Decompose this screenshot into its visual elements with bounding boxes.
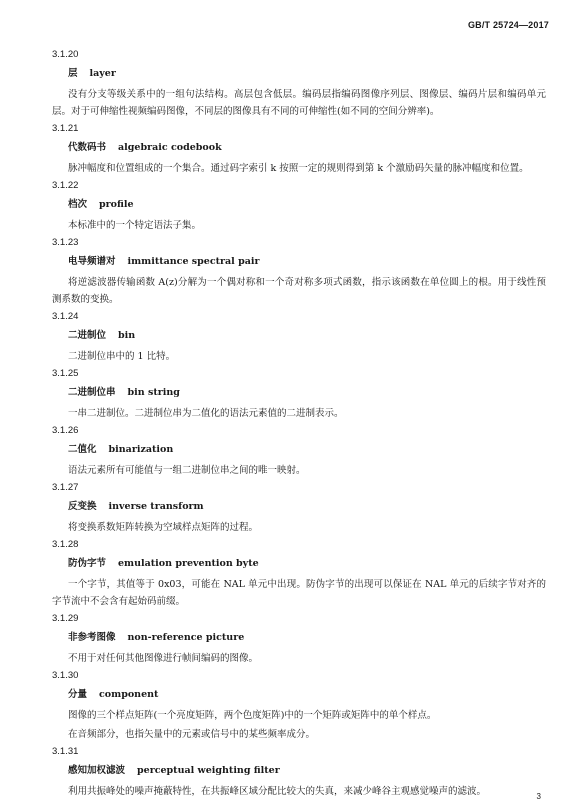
term-english: emulation prevention byte [118, 558, 259, 569]
term-heading [52, 67, 546, 86]
term-number: 3.1.21 [52, 123, 79, 134]
term-english: component [99, 689, 159, 700]
term-number: 3.1.22 [52, 180, 79, 191]
term-number: 3.1.30 [52, 670, 79, 681]
term-english: perceptual weighting filter [137, 765, 280, 776]
term-chinese: 二值化 [68, 444, 97, 455]
term-chinese: 反变换 [68, 501, 97, 512]
term-heading [52, 255, 546, 274]
term-number: 3.1.25 [52, 368, 79, 379]
term-heading [52, 764, 546, 783]
term-definition: 二进制位串中的 1 比特。 [68, 351, 176, 362]
term-english: immittance spectral pair [127, 256, 260, 267]
term-english: profile [99, 199, 134, 210]
term-number: 3.1.23 [52, 237, 79, 248]
term-number: 3.1.20 [52, 49, 79, 60]
term-definition: 一串二进制位。二进制位串为二值化的语法元素值的二进制表示。 [68, 408, 344, 419]
term-heading [52, 443, 546, 462]
term-chinese: 电导频谱对 [68, 256, 116, 267]
term-number: 3.1.26 [52, 425, 79, 436]
term-definition: 在音频部分，也指矢量中的元素或信号中的某些频率成分。 [68, 729, 316, 740]
term-number: 3.1.27 [52, 482, 79, 493]
term-chinese: 非参考图像 [68, 632, 116, 643]
term-chinese: 层 [68, 68, 78, 79]
term-number: 3.1.29 [52, 613, 79, 624]
term-heading [52, 386, 546, 405]
term-heading [52, 631, 546, 650]
term-number: 3.1.31 [52, 746, 79, 757]
term-definition: 将逆滤波器传输函数 A(z)分解为一个偶对称和一个奇对称多项式函数，指示该函数在单位圆上的根。用于线性预测系数的变换。 [52, 277, 546, 305]
term-english: layer [89, 68, 116, 79]
term-english: algebraic codebook [118, 142, 222, 153]
term-chinese: 代数码书 [68, 142, 107, 153]
term-english: inverse transform [108, 501, 204, 512]
term-definition: 本标准中的一个特定语法子集。 [68, 220, 202, 231]
term-definition: 脉冲幅度和位置组成的一个集合。通过码字索引 k 按照一定的规则得到第 k 个激励码矢量的脉冲幅度和位置。 [68, 163, 529, 174]
term-english: non-reference picture [127, 632, 245, 643]
term-definition: 图像的三个样点矩阵(一个亮度矩阵，两个色度矩阵)中的一个矩阵或矩阵中的单个样点。 [68, 710, 437, 721]
term-definition: 利用共振峰处的噪声掩蔽特性，在共振峰区域分配比较大的失真，来减少峰谷主观感觉噪声的滤波。 [68, 786, 487, 797]
term-heading [52, 329, 546, 348]
term-english: binarization [108, 444, 174, 455]
standard-id: GB/T 25724—2017 [467, 20, 549, 30]
term-chinese: 二进制位串 [68, 387, 116, 398]
term-english: bin [118, 330, 136, 341]
term-definition: 没有分支等级关系中的一组句法结构。高层包含低层。编码层指编码图像序列层、图像层、编码片层和编码单元层。对于可伸缩性视频编码图像，不同层的图像具有不同的可伸缩性(如不同的空间分辨率)。 [52, 89, 546, 117]
page-number: 3 [536, 792, 541, 801]
term-heading [52, 500, 546, 519]
term-chinese: 档次 [68, 199, 88, 210]
term-definition: 将变换系数矩阵转换为空域样点矩阵的过程。 [68, 522, 259, 533]
term-definition: 一个字节，其值等于 0x03，可能在 NAL 单元中出现。防伪字节的出现可以保证在 NAL 单元的后续字节对齐的字节流中不会含有起始码前缀。 [52, 579, 546, 607]
term-chinese: 分量 [68, 689, 88, 700]
term-heading [52, 198, 546, 217]
term-chinese: 二进制位 [68, 330, 107, 341]
term-definition: 不用于对任何其他图像进行帧间编码的图像。 [68, 653, 259, 664]
document-body [52, 48, 546, 802]
term-heading [52, 557, 546, 576]
term-chinese: 防伪字节 [68, 558, 107, 569]
term-chinese: 感知加权滤波 [68, 765, 126, 776]
term-number: 3.1.24 [52, 311, 79, 322]
term-heading [52, 688, 546, 707]
term-english: bin string [127, 387, 180, 398]
term-number: 3.1.28 [52, 539, 79, 550]
term-definition: 语法元素所有可能值与一组二进制位串之间的唯一映射。 [68, 465, 306, 476]
term-heading [52, 141, 546, 160]
